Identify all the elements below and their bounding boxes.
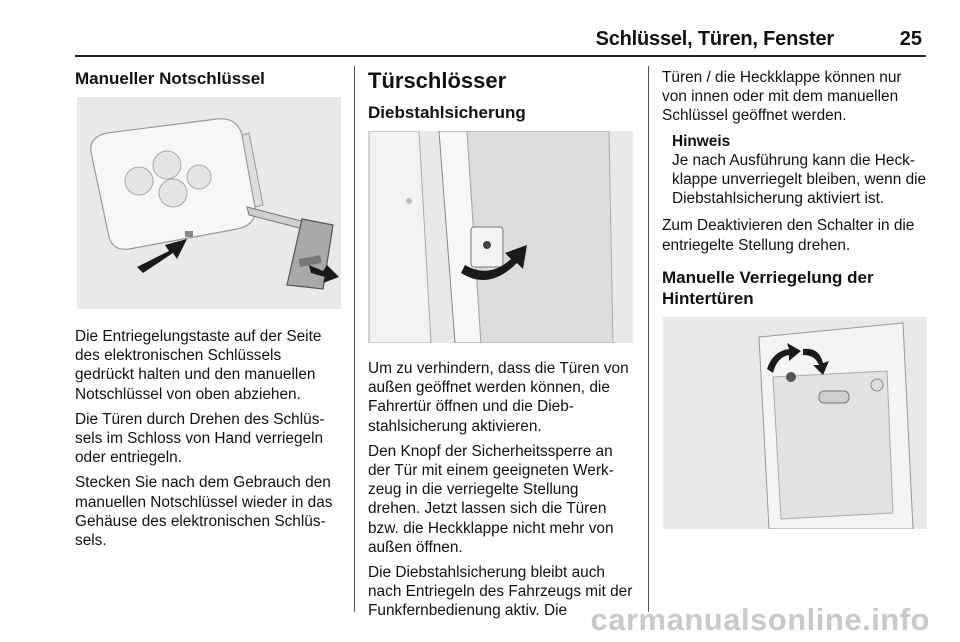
note-title: Hinweis [672,132,731,150]
emergency-key-heading: Manueller Notschlüssel [75,69,265,88]
paragraph: Den Knopf der Sicherheitssperre an der Tür mit einem geeigneten Werk-zeug in die verriegelte Stellung drehen. Jetzt lassen sich die Türen bzw. die Heckklappe nicht mehr von außen öffnen. [368,442,614,556]
rear-doors-heading: Manuelle Verriegelung der Hintertüren [662,267,874,308]
column-divider-1 [354,66,355,612]
column-3 [662,68,928,529]
page-header-title: Schlüssel, Türen, Fenster [595,28,834,50]
column-1 [75,68,343,556]
note-text: Je nach Ausführung kann die Heck-klappe unverriegelt bleiben, wenn die Diebstahlsicherung aktiviert ist. [672,151,927,208]
header-divider [75,55,926,57]
paragraph: Stecken Sie nach dem Gebrauch den manuellen Notschlüssel wieder in das Gehäuse des elektronischen Schlüs-sels. [75,474,333,550]
paragraph: Zum Deaktivieren den Schalter in die entriegelte Stellung drehen. [662,217,915,254]
paragraph: Türen / die Heckklappe können nur von innen oder mit dem manuellen Schlüssel geöffnet werden. [662,69,902,125]
watermark: carmanualsonline.info [590,602,930,637]
column-2 [368,68,634,627]
paragraph: Die Diebstahlsicherung bleibt auch nach Entriegeln des Fahrzeugs mit der Funkfernbedienung aktiv. Die [368,564,633,620]
paragraph: Die Entriegelungstaste auf der Seite des elektronischen Schlüssels gedrückt halten und den manuellen Notschlüssel von oben abziehen. [75,328,322,403]
column-divider-2 [648,66,649,612]
door-child-lock-illustration [368,131,634,343]
paragraph: Die Türen durch Drehen des Schlüs-sels im Schloss von Hand verriegeln oder entriegeln. [75,410,325,467]
page-number: 25 [899,28,922,50]
anti-theft-heading: Diebstahlsicherung [368,103,526,122]
emergency-key-illustration [75,97,343,309]
rear-door-lock-illustration [662,317,928,529]
door-locks-title: Türschlösser [368,68,507,93]
paragraph: Um zu verhindern, dass die Türen von außen geöffnet werden können, die Fahrertür öffnen und die Dieb-stahlsicherung aktivieren. [368,360,629,435]
note-box [672,132,928,209]
